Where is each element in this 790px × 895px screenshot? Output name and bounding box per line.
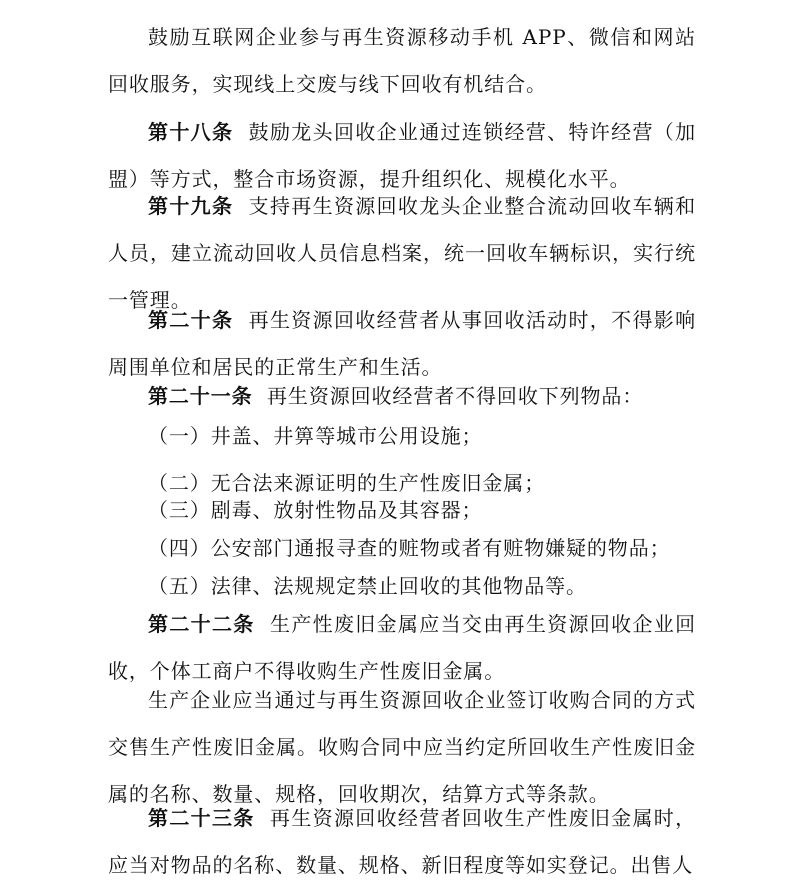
list-item: （二）无合法来源证明的生产性废旧金属； (148, 471, 546, 495)
article-23 (108, 795, 696, 889)
article-text: 支持再生资源回收龙头企业整合流动回收车辆和人员，建立流动回收人员信息档案，统一回收车辆标识，实行统一管理。 (108, 194, 696, 313)
article-heading: 第二十一条 (148, 384, 253, 408)
article-heading: 第二十三条 (148, 806, 255, 830)
article-heading: 第二十二条 (148, 612, 255, 636)
article-heading: 第十八条 (148, 120, 234, 144)
list-item: （一）井盖、井箅等城市公用设施； (148, 424, 483, 448)
article-heading: 第二十条 (148, 308, 234, 332)
article-text: 再生资源回收经营者从事回收活动时，不得影响周围单位和居民的正常生产和生活。 (108, 308, 696, 380)
paragraph-text: 生产企业应当通过与再生资源回收企业签订收购合同的方式交售生产性废旧金属。收购合同中应当约定所回收生产性废旧金属的名称、数量、规格，回收期次，结算方式等条款。 (108, 688, 696, 807)
article-text: 鼓励龙头回收企业通过连锁经营、特许经营（加盟）等方式，整合市场资源，提升组织化、规模化水平。 (108, 120, 696, 192)
list-item: （三）剧毒、放射性物品及其容器； (148, 498, 483, 522)
list-item: （四）公安部门通报寻查的赃物或者有赃物嫌疑的物品； (148, 536, 671, 560)
article-heading: 第十九条 (148, 194, 234, 218)
paragraph-text: 鼓励互联网企业参与再生资源移动手机 APP、微信和网站回收服务，实现线上交废与线下回收有机结合。 (108, 25, 696, 97)
article-text: 再生资源回收经营者回收生产性废旧金属时，应当对物品的名称、数量、规格、新旧程度等如实登记。出售人 (108, 806, 697, 878)
list-item: （五）法律、法规规定禁止回收的其他物品等。 (148, 574, 587, 598)
article-text: 再生资源回收经营者不得回收下列物品： (267, 384, 644, 408)
article-text: 生产性废旧金属应当交由再生资源回收企业回收，个体工商户不得收购生产性废旧金属。 (108, 612, 697, 684)
paragraph-1 (108, 14, 696, 108)
